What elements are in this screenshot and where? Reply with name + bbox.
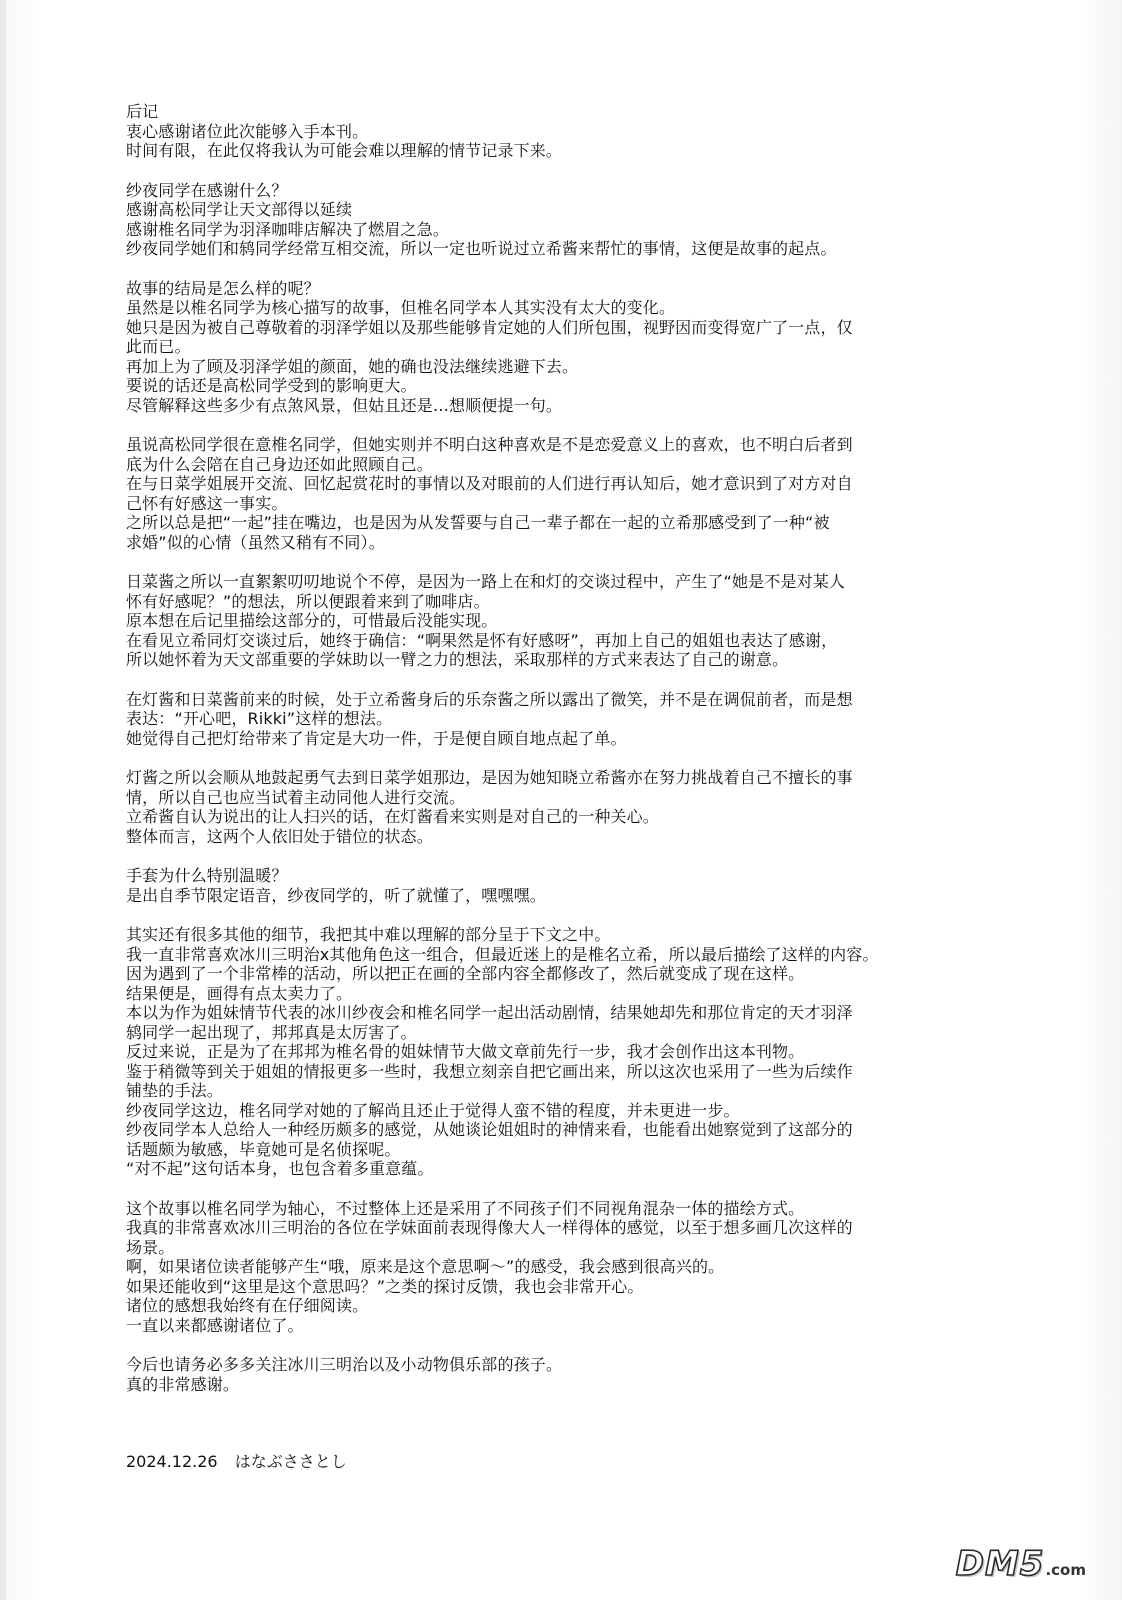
signature-author: はなぶささとし [234,1452,347,1471]
paragraph [126,866,896,905]
text-line: 衷心感谢诸位此次能够入手本刊。 [126,121,369,141]
text-line: 因为遇到了一个非常棒的活动，所以把正在画的全部内容全都修改了，然后就变成了现在这样。 [126,964,805,983]
paragraph [126,925,896,1179]
text-line: 手套为什么特别温暖？ [126,866,288,885]
paragraph [126,1199,896,1336]
text-line: 这个故事以椎名同学为轴心，不过整体上还是采用了不同孩子们不同视角混杂一体的描绘方式。 [126,1198,805,1218]
text-line: 纱夜同学她们和鸫同学经常互相交流，所以一定也听说过立希酱来帮忙的事情，这便是故事的起点。 [126,239,837,258]
text-line: 今后也请务必多多关注冰川三明治以及小动物俱乐部的孩子。 [126,1355,563,1374]
text-line: 在灯酱和日菜酱前来的时候，处于立希酱身后的乐奈酱之所以露出了微笑，并不是在调侃前者，而是想 [126,689,853,709]
paragraph [126,572,896,670]
text-line: 话题颇为敏感，毕竟她可是名侦探呢。 [126,1139,401,1159]
watermark-main-text: DM5 [955,1544,1045,1584]
text-line: 铺垫的手法。 [126,1081,223,1100]
paragraph [126,181,896,259]
text-line: 纱夜同学这边，椎名同学对她的了解尚且还止于觉得人蛮不错的程度，并未更进一步。 [126,1100,740,1120]
text-line: 虽说高松同学很在意椎名同学，但她实则并不明白这种喜欢是不是恋爱意义上的喜欢，也不明白后者到 [126,435,853,454]
paragraph [126,1355,896,1394]
text-line: 立希酱自认为说出的让人扫兴的话，在灯酱看来实则是对自己的一种关心。 [126,807,659,826]
text-line: “对不起”这句话本身，也包含着多重意蕴。 [126,1159,434,1178]
text-line: 感谢椎名同学为羽泽咖啡店解决了燃眉之急。 [126,219,450,239]
text-line: 此而已。 [126,337,191,356]
text-line: 本以为作为姐妹情节代表的冰川纱夜会和椎名同学一起出活动剧情，结果她却先和那位肯定的天才羽泽 [126,1003,853,1022]
text-line: 她觉得自己把灯给带来了肯定是大功一件，于是便自顾自地点起了单。 [126,728,627,748]
text-line: 在看见立希同灯交谈过后，她终于确信：“啊果然是怀有好感呀”，再加上自己的姐姐也表达了感谢， [126,630,838,650]
text-line: 情，所以自己也应当试着主动同他人进行交流。 [126,787,466,807]
text-line: 日菜酱之所以一直絮絮叨叨地说个不停，是因为一路上在和灯的交谈过程中，产生了“她是不是对某人 [126,572,846,591]
watermark-suffix-text: .com [1045,1561,1086,1579]
text-line: 结果便是，画得有点太卖力了。 [126,983,353,1003]
text-line: 感谢高松同学让天文部得以延续 [126,200,353,219]
text-line: 鉴于稍微等到关于姐姐的情报更多一些时，我想立刻亲自把它画出来，所以这次也采用了一些为后续作 [126,1061,853,1081]
text-line: 怀有好感呢？”的想法，所以便跟着来到了咖啡店。 [126,591,490,611]
text-line: 我一直非常喜欢冰川三明治x其他角色这一组合，但最近迷上的是椎名立希，所以最后描绘了这样的内容。 [126,944,879,964]
text-line: 要说的话还是高松同学受到的影响更大。 [126,376,417,395]
text-line: 求婚”似的心情（虽然又稍有不同）。 [126,532,385,552]
text-line: 灯酱之所以会顺从地鼓起勇气去到日菜学姐那边，是因为她知晓立希酱亦在努力挑战着自己不擅长的事 [126,768,853,787]
text-line: 尽管解释这些多少有点煞风景，但姑且还是…想顺便提一句。 [126,395,563,415]
text-line: 纱夜同学本人总给人一种经历颇多的感觉，从她谈论姐姐时的神情来看，也能看出她察觉到了这部分的 [126,1120,853,1139]
page-edge-shadow [0,0,6,1600]
text-line: 后记 [126,102,159,121]
text-line: 故事的结局是怎么样的呢？ [126,278,320,298]
text-line: 反过来说，正是为了在邦邦为椎名骨的姐妹情节大做文章前先行一步，我才会创作出这本刊物。 [126,1042,805,1061]
paragraph [126,768,896,846]
text-line: 在与日菜学姐展开交流、回忆起赏花时的事情以及对眼前的人们进行再认知后，她才意识到了对方对自 [126,474,853,493]
text-line: 己怀有好感这一事实。 [126,493,288,513]
signature-date: 2024.12.26 [126,1452,218,1471]
text-line: 再加上为了顾及羽泽学姐的颜面，她的确也没法继续逃避下去。 [126,356,579,376]
paragraph [126,102,896,161]
text-line: 她只是因为被自己尊敬着的羽泽学姐以及那些能够肯定她的人们所包围，视野因而变得宽广了一点，仅 [126,317,853,337]
text-line: 虽然是以椎名同学为核心描写的故事，但椎名同学本人其实没有太大的变化。 [126,298,676,317]
text-line: 一直以来都感谢诸位了。 [126,1315,304,1335]
text-line: 底为什么会陪在自己身边还如此照顾自己。 [126,454,433,474]
paragraph [126,690,896,749]
text-line: 之所以总是把“一起”挂在嘴边，也是因为从发誓要与自己一辈子都在一起的立希那感受到了一种“被 [126,513,830,532]
text-line: 表达：“开心吧，Rikki”这样的想法。 [126,709,393,728]
text-line: 是出自季节限定语音，纱夜同学的，听了就懂了，嘿嘿嘿。 [126,885,546,905]
paragraph [126,279,896,416]
text-line: 其实还有很多其他的细节，我把其中难以理解的部分呈于下文之中。 [126,925,611,944]
site-watermark-logo [956,1544,1086,1584]
text-line: 原本想在后记里描绘这部分的，可惜最后没能实现。 [126,611,498,630]
text-line: 真的非常感谢。 [126,1374,240,1394]
text-line: 场景。 [126,1237,175,1257]
paragraph [126,435,896,552]
text-line: 纱夜同学在感谢什么？ [126,180,288,200]
text-line: 整体而言，这两个人依旧处于错位的状态。 [126,826,433,846]
afterword-body [126,102,896,1414]
text-line: 时间有限，在此仅将我认为可能会难以理解的情节记录下来。 [126,141,563,160]
text-line: 啊，如果诸位读者能够产生“哦，原来是这个意思啊～”的感受，我会感到很高兴的。 [126,1257,725,1276]
text-line: 所以她怀着为天文部重要的学妹助以一臂之力的想法，采取那样的方式来表达了自己的谢意。 [126,650,789,669]
text-line: 鸫同学一起出现了，邦邦真是太厉害了。 [126,1022,417,1042]
signature-line [126,1452,347,1472]
text-line: 我真的非常喜欢冰川三明治的各位在学妹面前表现得像大人一样得体的感觉，以至于想多画几次这样的 [126,1218,853,1237]
text-line: 诸位的感想我始终有在仔细阅读。 [126,1296,369,1315]
text-line: 如果还能收到“这里是这个意思吗？”之类的探讨反馈，我也会非常开心。 [126,1276,644,1296]
